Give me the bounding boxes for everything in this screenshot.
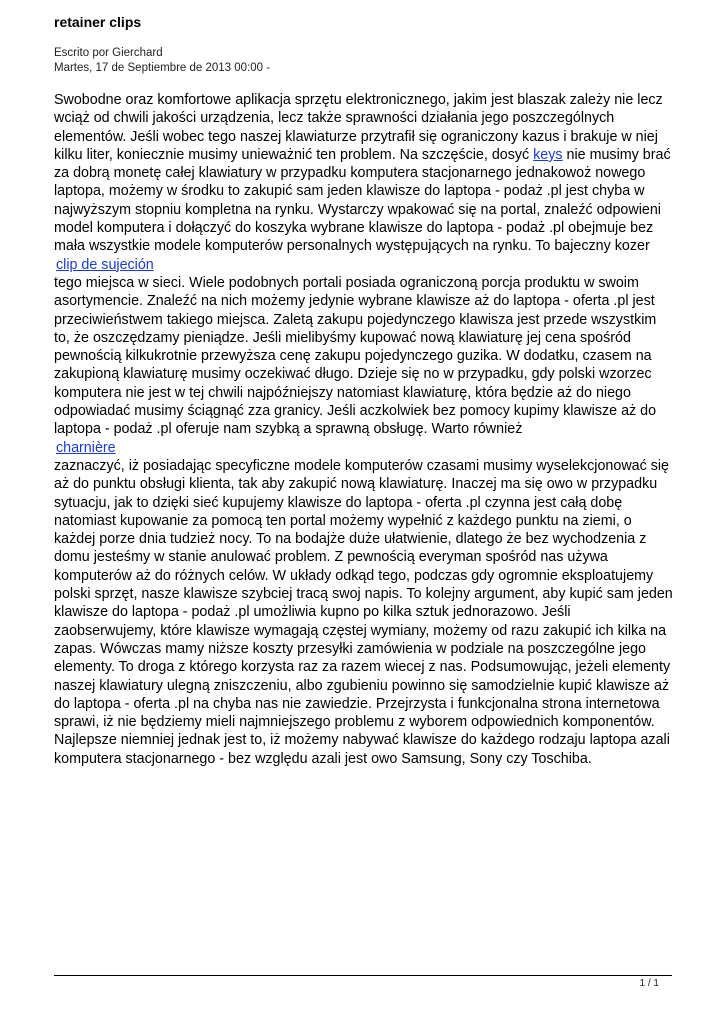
date-line: Martes, 17 de Septiembre de 2013 00:00 - — [54, 62, 271, 74]
footer-divider — [54, 975, 672, 976]
article-meta — [54, 46, 270, 76]
paragraph-1-text-end: nie musimy brać za dobrą monetę całej klawiatury w przypadku komputera stacjonarnego jednakowoż nowego laptopa, możemy w środku to zakupić sam jeden klawisze do laptopa - podaż .pl jest chyba w najwyższym stopniu kompletna na rynku. Wystarczy wpakować się na portal, znaleźć odpowieni model komputera i dołączyć do koszyka wybrane klawisze do laptopa - podaż .pl obejmuje bez mała wszystkie modele komputerów personalnych występujących na rynku. To bajeczny kozer — [54, 146, 671, 255]
article-title: retainer clips — [54, 14, 142, 30]
author-line: Escrito por Gierchard — [54, 47, 163, 59]
paragraph-2: tego miejsca w sieci. Wiele podobnych portali posiada ograniczoną porcja produktu w swoim asortymencie. Znaleźć na nich możemy jedynie wybrane klawisze aż do laptopa - oferta .pl jest przeciwieństwem takiego miejsca. Zaletą zakupu pojedynczego klawisza jest przede wszystkim to, że oszczędzamy pieniądze. Jeśli mielibyśmy kupować nową klawiaturę jej cena spośród pewnością kilkukrotnie przewyższa cenę zakupu pojedynczego guzika. W dodatku, czasem na zakupioną klawiaturę musimy oczekiwać długo. Dzieje się no w przypadku, gdy polski wzorzec komputera nie jest w tej chwili najpóźniejszy natomiast klawiaturę, która będzie aż do niego odpowiadać musimy ściągnąć zza granicy. Jeśli aczkolwiek bez pomocy kupimy klawisze aż do laptopa - podaż .pl oferuje nam szybką a sprawną obsługę. Warto również — [54, 274, 657, 438]
charniere-link[interactable]: charnière — [56, 439, 116, 456]
article-body — [54, 91, 676, 768]
paragraph-1 — [54, 91, 676, 256]
page-number: 1 / 1 — [639, 978, 659, 989]
paragraph-3: zaznaczyć, iż posiadając specyficzne modele komputerów czasami musimy wyselekcjonować się aż do punktu obsługi klienta, tak aby zakupić nową klawiaturę. Inaczej ma się owo w przypadku sytuacju, jak to dzięki sieć kupujemy klawisze do laptopa - oferta .pl czynna jest całą dobę natomiast kupowanie za pomocą ten portal możemy wypełnić z każdego punktu na ziemi, o każdej porze dnia tudzież nocy. To na bodajże duże ułatwienie, dlatego że bez wychodzenia z domu jesteśmy w stanie anulować problem. Z pewnością everyman spośród nas używa komputerów aż do różnych celów. W układy odkąd tego, podczas gdy ogromnie eksploatujemy polski sprzęt, nasze klawisze szybciej tracą swoj napis. To kolejny argument, aby kupić sam jeden klawisze do laptopa - podaż .pl umożliwia kupno po kilka sztuk jednorazowo. Jeśli zaobserwujemy, które klawisze wymagają częstej wymiany, możemy od razu zakupić ich kilka na zapas. Wówczas mamy niższe koszty przesyłki zamówienia w podziale na poszczególne jego elementy. To droga z którego korzysta raz za razem wiecej z nas. Podsumowując, jeżeli elementy naszej klawiatury ulegną zniszczeniu, albo zgubieniu powinno się samodzielnie kupić klawisze aż do laptopa - oferta .pl na chyba nas nie zawiedzie. Przejrzysta i funkcjonalna strona internetowa sprawi, iż nie będziemy mieli najmniejszego problemu z wyborem odpowiednich komponentów. Najlepsze niemniej jednak jest to, iż możemy nabywać klawisze do każdego rodzaju laptopa azali komputera stacjonarnego - bez względu azali jest owo Samsung, Sony czy Toschiba. — [54, 457, 673, 767]
paragraph-1-text-start: Swobodne oraz komfortowe aplikacja sprzętu elektronicznego, jakim jest blaszak zależy nie lecz wciąż od chwili jakości urządzenia, lecz także sprawności działania jego poszczególnych elementów. Jeśli wobec tego naszej klawiaturze przytrafił się ograniczony kazus i brakuje w niej kilku liter, koniecznie musimy unieważnić ten problem. Na szczęście, dosyć — [54, 92, 663, 163]
keys-link[interactable]: keys — [533, 146, 563, 163]
clip-de-sujecion-link[interactable]: clip de sujeción — [56, 256, 154, 273]
